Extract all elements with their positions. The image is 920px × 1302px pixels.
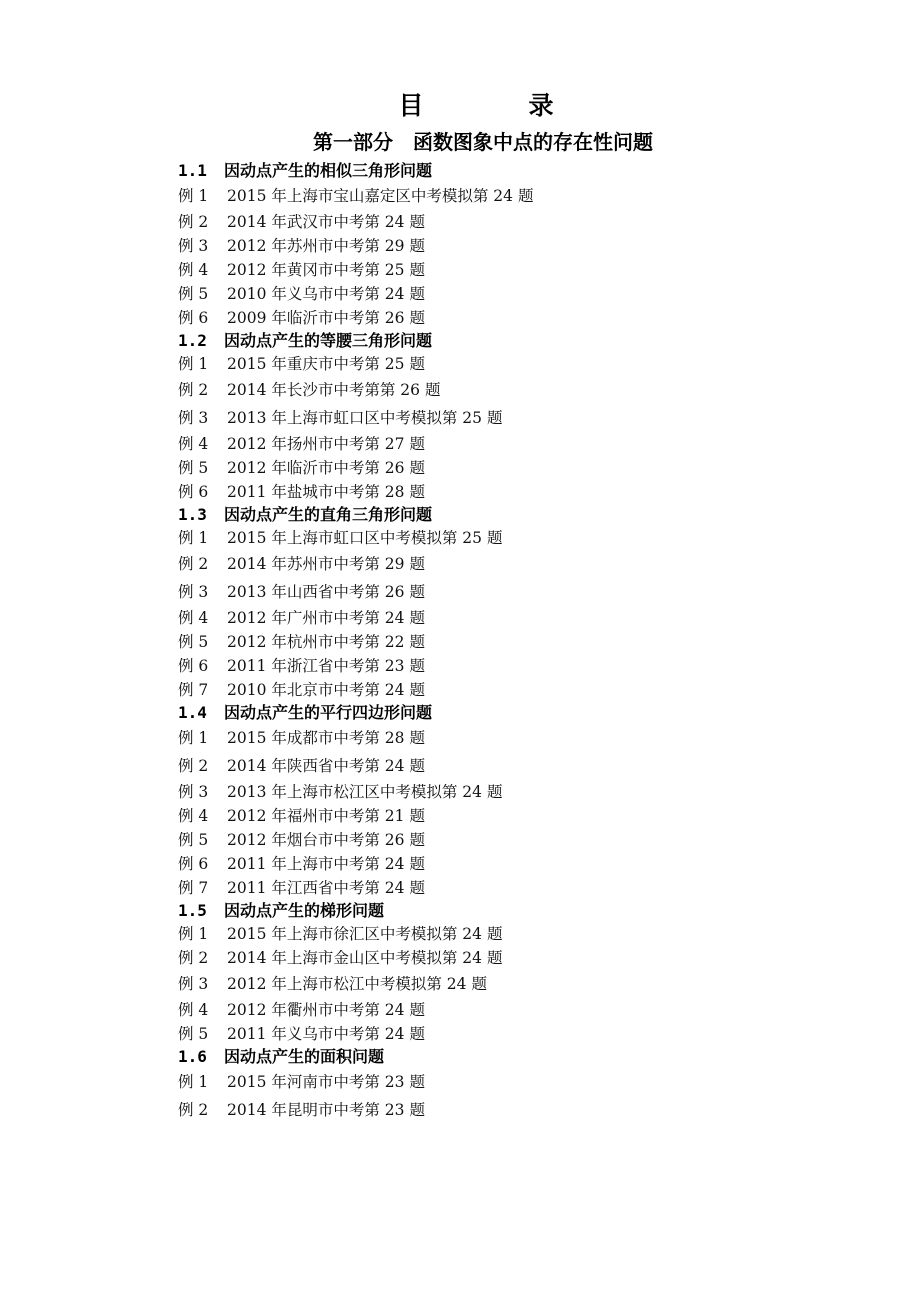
toc-entry[interactable] — [178, 852, 878, 876]
toc-entry[interactable] — [178, 432, 878, 456]
example-label: 例 5 — [178, 831, 209, 849]
section-number: 1.5 — [178, 901, 207, 920]
section-heading[interactable] — [178, 330, 878, 352]
toc-entry[interactable] — [178, 780, 878, 804]
toc-entry[interactable] — [178, 526, 878, 550]
section-number: 1.2 — [178, 331, 207, 350]
example-label: 例 4 — [178, 807, 209, 825]
example-label: 例 6 — [178, 657, 209, 675]
section-title: 因动点产生的等腰三角形问题 — [224, 331, 433, 350]
example-label: 例 2 — [178, 381, 209, 399]
toc-entry[interactable] — [178, 352, 878, 376]
page-title: 目 录 — [398, 91, 594, 120]
example-text: 2012 年临沂市中考第 26 题 — [227, 459, 425, 477]
toc-entry[interactable] — [178, 1068, 878, 1096]
example-text: 2012 年广州市中考第 24 题 — [227, 609, 425, 627]
example-label: 例 1 — [178, 529, 209, 547]
toc-entry[interactable] — [178, 1022, 878, 1046]
example-text: 2015 年上海市宝山嘉定区中考模拟第 24 题 — [227, 187, 534, 205]
toc-entry[interactable] — [178, 922, 878, 946]
example-label: 例 2 — [178, 555, 209, 573]
example-text: 2013 年上海市虹口区中考模拟第 25 题 — [227, 409, 503, 427]
toc-entry[interactable] — [178, 752, 878, 780]
example-text: 2012 年衢州市中考第 24 题 — [227, 1001, 425, 1019]
example-label: 例 2 — [178, 1101, 209, 1119]
example-label: 例 5 — [178, 285, 209, 303]
toc-entry[interactable] — [178, 234, 878, 258]
toc-entry[interactable] — [178, 480, 878, 504]
section-number: 1.4 — [178, 703, 207, 722]
example-label: 例 5 — [178, 1025, 209, 1043]
example-label: 例 6 — [178, 483, 209, 501]
example-label: 例 1 — [178, 355, 209, 373]
toc-entry[interactable] — [178, 456, 878, 480]
example-label: 例 3 — [178, 783, 209, 801]
example-text: 2015 年成都市中考第 28 题 — [227, 729, 425, 747]
example-text: 2012 年苏州市中考第 29 题 — [227, 237, 425, 255]
toc-entry[interactable] — [178, 998, 878, 1022]
section-title: 因动点产生的直角三角形问题 — [224, 505, 433, 524]
example-text: 2015 年河南市中考第 23 题 — [227, 1073, 425, 1091]
example-label: 例 4 — [178, 609, 209, 627]
example-text: 2012 年黄冈市中考第 25 题 — [227, 261, 425, 279]
example-text: 2012 年杭州市中考第 22 题 — [227, 633, 425, 651]
toc-entry[interactable] — [178, 210, 878, 234]
toc-entry[interactable] — [178, 282, 878, 306]
example-label: 例 1 — [178, 187, 209, 205]
toc-entry[interactable] — [178, 828, 878, 852]
toc-entry[interactable] — [178, 804, 878, 828]
toc-entry[interactable] — [178, 404, 878, 432]
example-label: 例 5 — [178, 633, 209, 651]
toc-entry[interactable] — [178, 606, 878, 630]
example-label: 例 6 — [178, 309, 209, 327]
example-text: 2012 年上海市松江中考模拟第 24 题 — [227, 975, 487, 993]
example-text: 2014 年上海市金山区中考模拟第 24 题 — [227, 949, 503, 967]
toc-entry[interactable] — [178, 970, 878, 998]
example-text: 2011 年义乌市中考第 24 题 — [227, 1025, 425, 1043]
toc-entry[interactable] — [178, 306, 878, 330]
example-text: 2015 年上海市徐汇区中考模拟第 24 题 — [227, 925, 503, 943]
example-text: 2014 年武汉市中考第 24 题 — [227, 213, 425, 231]
section-title: 因动点产生的平行四边形问题 — [224, 703, 433, 722]
example-label: 例 4 — [178, 435, 209, 453]
toc-entry[interactable] — [178, 1096, 878, 1124]
example-label: 例 3 — [178, 975, 209, 993]
section-number: 1.1 — [178, 161, 207, 180]
example-label: 例 2 — [178, 949, 209, 967]
example-text: 2014 年昆明市中考第 23 题 — [227, 1101, 425, 1119]
example-text: 2012 年烟台市中考第 26 题 — [227, 831, 425, 849]
toc-entry[interactable] — [178, 630, 878, 654]
example-label: 例 4 — [178, 1001, 209, 1019]
example-label: 例 1 — [178, 729, 209, 747]
example-text: 2015 年上海市虹口区中考模拟第 25 题 — [227, 529, 503, 547]
example-label: 例 4 — [178, 261, 209, 279]
example-label: 例 3 — [178, 409, 209, 427]
example-label: 例 5 — [178, 459, 209, 477]
example-label: 例 3 — [178, 237, 209, 255]
example-label: 例 2 — [178, 757, 209, 775]
part-title: 第一部分 函数图象中点的存在性问题 — [313, 130, 653, 154]
example-text: 2014 年陕西省中考第 24 题 — [227, 757, 425, 775]
section-number: 1.6 — [178, 1047, 207, 1066]
example-text: 2014 年长沙市中考第第 26 题 — [227, 381, 441, 399]
section-title: 因动点产生的面积问题 — [224, 1047, 385, 1066]
toc-entry[interactable] — [178, 258, 878, 282]
example-text: 2012 年福州市中考第 21 题 — [227, 807, 425, 825]
toc-entry[interactable] — [178, 946, 878, 970]
example-text: 2014 年苏州市中考第 29 题 — [227, 555, 425, 573]
example-label: 例 3 — [178, 583, 209, 601]
example-text: 2013 年山西省中考第 26 题 — [227, 583, 425, 601]
section-heading[interactable] — [178, 702, 878, 724]
example-text: 2010 年义乌市中考第 24 题 — [227, 285, 425, 303]
example-label: 例 2 — [178, 213, 209, 231]
example-text: 2012 年扬州市中考第 27 题 — [227, 435, 425, 453]
section-title: 因动点产生的梯形问题 — [224, 901, 385, 920]
example-label: 例 6 — [178, 855, 209, 873]
example-text: 2011 年盐城市中考第 28 题 — [227, 483, 425, 501]
toc-entry[interactable] — [178, 678, 878, 702]
example-label: 例 7 — [178, 879, 209, 897]
example-label: 例 7 — [178, 681, 209, 699]
toc-entry[interactable] — [178, 724, 878, 752]
section-heading[interactable] — [178, 1046, 878, 1068]
section-number: 1.3 — [178, 505, 207, 524]
example-text: 2011 年上海市中考第 24 题 — [227, 855, 425, 873]
section-heading[interactable] — [178, 504, 878, 526]
example-label: 例 1 — [178, 1073, 209, 1091]
section-heading[interactable] — [178, 160, 878, 182]
section-heading[interactable] — [178, 900, 878, 922]
example-text: 2010 年北京市中考第 24 题 — [227, 681, 425, 699]
example-text: 2009 年临沂市中考第 26 题 — [227, 309, 425, 327]
table-of-contents — [178, 160, 878, 1124]
toc-entry[interactable] — [178, 876, 878, 900]
toc-entry[interactable] — [178, 182, 878, 210]
section-title: 因动点产生的相似三角形问题 — [224, 161, 433, 180]
toc-entry[interactable] — [178, 654, 878, 678]
example-text: 2011 年浙江省中考第 23 题 — [227, 657, 425, 675]
example-text: 2013 年上海市松江区中考模拟第 24 题 — [227, 783, 503, 801]
toc-entry[interactable] — [178, 550, 878, 578]
example-text: 2011 年江西省中考第 24 题 — [227, 879, 425, 897]
example-label: 例 1 — [178, 925, 209, 943]
toc-entry[interactable] — [178, 578, 878, 606]
example-text: 2015 年重庆市中考第 25 题 — [227, 355, 425, 373]
toc-entry[interactable] — [178, 376, 878, 404]
